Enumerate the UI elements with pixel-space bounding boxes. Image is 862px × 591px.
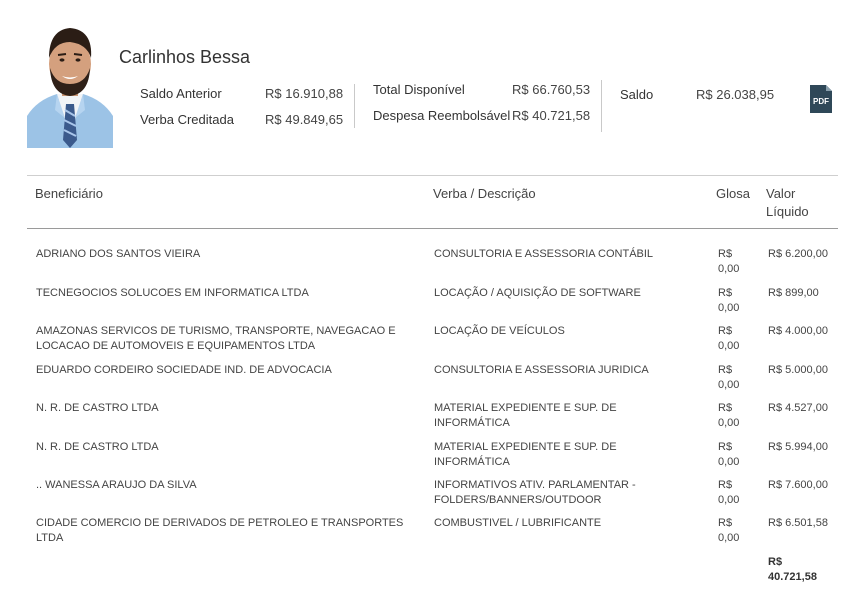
cell-valor: R$ 7.600,00 (768, 479, 828, 491)
cell-valor: R$ 4.527,00 (768, 402, 828, 414)
glosa-amount: 0,00 (718, 417, 740, 429)
table-row (0, 286, 862, 324)
despesa-reembolsavel-label: Despesa Reembolsável (373, 108, 511, 123)
avatar (27, 18, 113, 148)
glosa-currency: R$ (718, 287, 733, 299)
cell-valor: R$ 5.994,00 (768, 441, 828, 453)
glosa-amount: 0,00 (718, 379, 740, 391)
glosa-currency: R$ (718, 479, 733, 491)
saldo-value: R$ 26.038,95 (696, 87, 775, 102)
table-row (0, 440, 862, 478)
despesa-reembolsavel-value: R$ 40.721,58 (512, 108, 591, 123)
cell-glosa (718, 363, 758, 393)
cell-descricao: MATERIAL EXPEDIENTE E SUP. DE INFORMÁTICA (434, 402, 617, 429)
table-total: R$ 40.721,58 (768, 556, 817, 583)
header-valor-liquido (766, 185, 809, 221)
glosa-amount: 0,00 (718, 263, 740, 275)
pdf-icon-label: PDF (813, 97, 829, 106)
pdf-icon[interactable] (810, 85, 832, 113)
cell-descricao: CONSULTORIA E ASSESSORIA CONTÁBIL (434, 248, 654, 260)
cell-beneficiario: N. R. DE CASTRO LTDA (36, 441, 159, 453)
saldo-anterior-label: Saldo Anterior (140, 86, 222, 101)
table-row (0, 516, 862, 554)
table-row (0, 401, 862, 439)
table-top-border (27, 175, 838, 176)
cell-valor: R$ 6.200,00 (768, 248, 828, 260)
cell-beneficiario: TECNEGOCIOS SOLUCOES EM INFORMATICA LTDA (36, 287, 309, 299)
glosa-currency: R$ (718, 248, 733, 260)
total-disponivel-label: Total Disponível (373, 82, 465, 97)
cell-descricao: INFORMATIVOS ATIV. PARLAMENTAR - FOLDERS/BANNERS/OUTDOOR (434, 479, 636, 506)
table-row (0, 247, 862, 285)
table-row (0, 363, 862, 401)
cell-descricao: LOCAÇÃO / AQUISIÇÃO DE SOFTWARE (434, 287, 641, 299)
glosa-currency: R$ (718, 364, 733, 376)
cell-descricao: MATERIAL EXPEDIENTE E SUP. DE INFORMÁTICA (434, 441, 617, 468)
cell-descricao: CONSULTORIA E ASSESSORIA JURIDICA (434, 364, 649, 376)
summary-divider (354, 84, 355, 128)
cell-valor: R$ 6.501,58 (768, 517, 828, 529)
cell-valor: R$ 899,00 (768, 287, 819, 299)
glosa-amount: 0,00 (718, 340, 740, 352)
table-header-border (27, 228, 838, 229)
glosa-amount: 0,00 (718, 302, 740, 314)
saldo-label: Saldo (620, 87, 654, 102)
cell-glosa (718, 324, 758, 354)
glosa-currency: R$ (718, 402, 733, 414)
cell-beneficiario: ADRIANO DOS SANTOS VIEIRA (36, 248, 201, 260)
glosa-currency: R$ (718, 517, 733, 529)
glosa-currency: R$ (718, 441, 733, 453)
verba-creditada-value: R$ 49.849,65 (265, 112, 344, 127)
cell-descricao: COMBUSTIVEL / LUBRIFICANTE (434, 517, 602, 529)
header-verba-descricao: Verba / Descrição (433, 186, 536, 201)
glosa-amount: 0,00 (718, 532, 740, 544)
cell-glosa (718, 440, 758, 470)
glosa-amount: 0,00 (718, 456, 740, 468)
header-glosa: Glosa (716, 186, 750, 201)
summary-divider (601, 80, 602, 132)
cell-valor: R$ 5.000,00 (768, 364, 828, 376)
cell-glosa (718, 478, 758, 508)
table-row (0, 478, 862, 516)
cell-glosa (718, 516, 758, 546)
table-row (0, 324, 862, 362)
verba-creditada-label: Verba Creditada (140, 112, 234, 127)
total-disponivel-value: R$ 66.760,53 (512, 82, 591, 97)
glosa-amount: 0,00 (718, 494, 740, 506)
profile-name: Carlinhos Bessa (119, 47, 251, 67)
cell-beneficiario: EDUARDO CORDEIRO SOCIEDADE IND. DE ADVOCACIA (36, 364, 332, 376)
header-valor-line2: Líquido (766, 204, 809, 219)
cell-beneficiario: N. R. DE CASTRO LTDA (36, 402, 159, 414)
header-valor-line1: Valor (766, 186, 796, 201)
cell-glosa (718, 247, 758, 277)
cell-glosa (718, 401, 758, 431)
cell-valor: R$ 4.000,00 (768, 325, 828, 337)
header-beneficiario: Beneficiário (35, 186, 103, 201)
saldo-anterior-value: R$ 16.910,88 (265, 86, 344, 101)
glosa-currency: R$ (718, 325, 733, 337)
cell-descricao: LOCAÇÃO DE VEÍCULOS (434, 325, 565, 337)
cell-beneficiario: .. WANESSA ARAUJO DA SILVA (36, 479, 197, 491)
cell-beneficiario: AMAZONAS SERVICOS DE TURISMO, TRANSPORTE, NAVEGACAO E LOCACAO DE AUTOMOVEIS E EQUIPAMENTOS LTDA (36, 325, 396, 352)
cell-glosa (718, 286, 758, 316)
cell-beneficiario: CIDADE COMERCIO DE DERIVADOS DE PETROLEO E TRANSPORTES LTDA (36, 517, 404, 544)
